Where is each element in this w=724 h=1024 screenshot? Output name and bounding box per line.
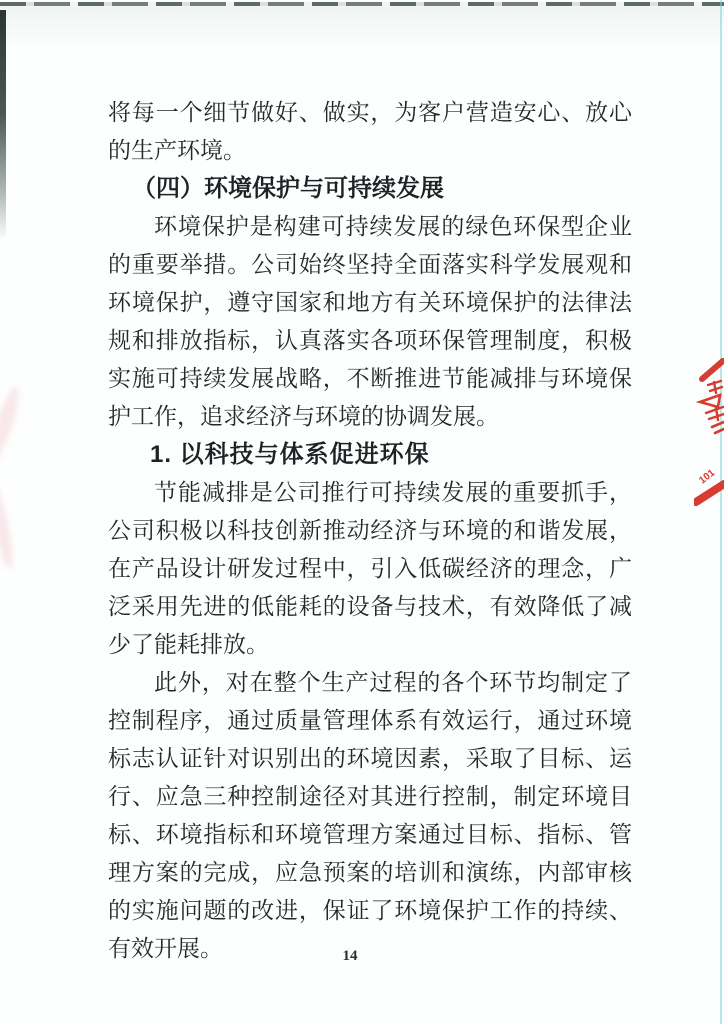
document-body: [108, 94, 632, 968]
scan-top-haze: [0, 6, 724, 48]
ink-bleed-mark: [0, 480, 17, 571]
body-paragraph: 此外，对在整个生产过程的各个环节均制定了控制程序，通过质量管理体系有效运行，通过环境标志认证针对识别出的环境因素，采取了目标、运行、应急三种控制途径对其进行控制，制定环境目标、环境指标和环境管理方案通过目标、指标、管理方案的完成，应急预案的培训和演练，内部审核的实施问题的改进，保证了环境保护工作的持续、有效开展。: [108, 670, 632, 961]
body-paragraph: 环境保护是构建可持续发展的绿色环保型企业的重要举措。公司始终坚持全面落实科学发展观和环境保护，遵守国家和地方有关环境保护的法律法规和排放指标，认真落实各项环保管理制度，积极实施可持续发展战略，不断推进节能减排与环境保护工作，追求经济与环境的协调发展。: [108, 214, 632, 429]
page-number: 14: [342, 948, 358, 964]
body-paragraph: 将每一个细节做好、做实，为客户营造安心、放心的生产环境。: [108, 100, 632, 163]
body-paragraph: 节能减排是公司推行可持续发展的重要抓手，公司积极以科技创新推动经济与环境的和谐发展，在产品设计研发过程中，引入低碳经济的理念，广泛采用先进的低能耗的设备与技术，有效降低了减少了能耗排放。: [108, 480, 632, 657]
red-seal-fragment-icon: [694, 358, 724, 436]
scan-right-edge-line: [720, 0, 722, 1024]
ink-bleed-mark: [0, 384, 24, 465]
red-seal-fragment-icon: [694, 458, 724, 510]
scan-left-edge-shadow: [0, 10, 6, 240]
seal-digits: 101: [697, 467, 718, 487]
sub-heading: 1. 以科技与体系促进环保: [150, 441, 430, 468]
section-heading: （四）环境保护与可持续发展: [132, 175, 444, 202]
